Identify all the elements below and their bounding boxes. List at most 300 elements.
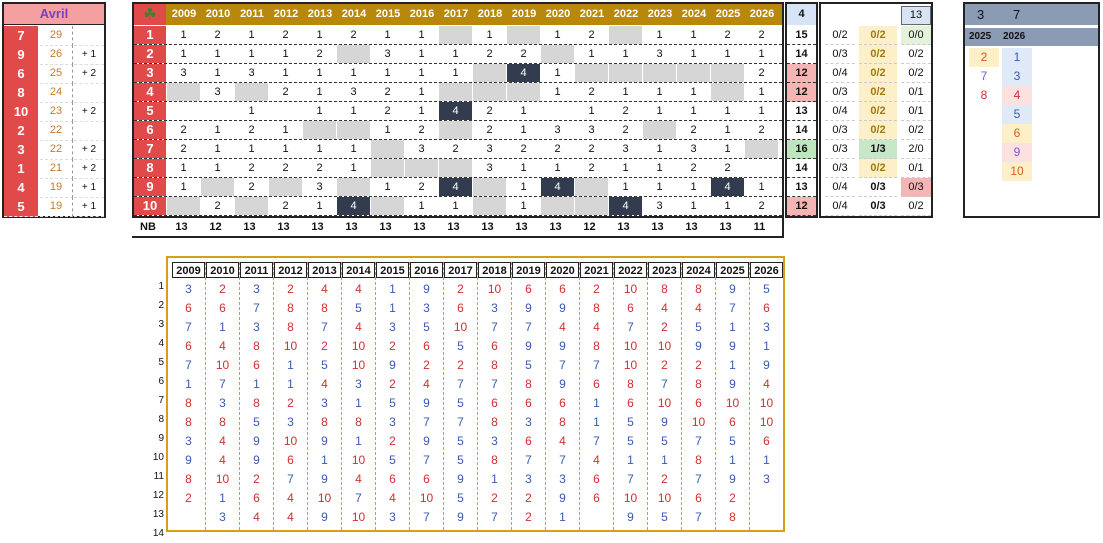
history-cell: 6 — [593, 377, 600, 391]
history-cell: 3 — [525, 472, 532, 486]
nb-cell: 13 — [175, 221, 188, 233]
history-cell: 2 — [389, 339, 396, 353]
history-cell: 8 — [491, 415, 498, 429]
grid-cell: 1 — [656, 181, 663, 193]
grid-cell: 1 — [418, 67, 425, 79]
grid-cell: 1 — [690, 48, 697, 60]
grid-cell: 1 — [520, 181, 527, 193]
grid-cell: 1 — [452, 48, 459, 60]
history-year-header: 2018 — [478, 262, 511, 278]
grid-cell: 3 — [656, 200, 663, 212]
history-cell: 2 — [525, 491, 532, 505]
year-header: 2017 — [443, 8, 469, 20]
history-cell: 10 — [759, 415, 774, 429]
nb-cell: 13 — [447, 221, 460, 233]
history-cell — [750, 508, 783, 526]
grid-cell — [235, 83, 268, 101]
grid-cell: 1 — [520, 124, 527, 136]
grid-cell — [371, 159, 404, 177]
grid-row-label: 9 — [134, 178, 166, 196]
history-cell: 8 — [559, 415, 566, 429]
history-cell: 3 — [185, 282, 192, 296]
grid-cell: 3 — [316, 181, 323, 193]
nb-cell: 13 — [617, 221, 630, 233]
history-cell: 1 — [389, 301, 396, 315]
year-header: 2020 — [545, 8, 571, 20]
month-row-diff: + 2 — [74, 159, 104, 179]
history-cell: 5 — [661, 434, 668, 448]
grid-cell: 3 — [622, 143, 629, 155]
grid-row — [134, 45, 782, 64]
grid-cell: 1 — [248, 48, 255, 60]
grid-cell: 1 — [554, 162, 561, 174]
nb-label: NB — [140, 221, 156, 233]
grid-cell: 1 — [350, 67, 357, 79]
history-cell: 8 — [695, 453, 702, 467]
grid-row-label: 4 — [134, 83, 166, 101]
history-cell: 9 — [423, 282, 430, 296]
history-cell: 10 — [657, 339, 672, 353]
history-cell: 1 — [729, 320, 736, 334]
grid-cell: 1 — [554, 86, 561, 98]
history-cell: 9 — [185, 453, 192, 467]
year-header: 2022 — [613, 8, 639, 20]
grid-cell: 1 — [690, 200, 697, 212]
history-cell: 5 — [457, 491, 464, 505]
history-cell: 4 — [355, 472, 362, 486]
totals-column — [785, 2, 818, 218]
history-cell: 7 — [593, 358, 600, 372]
month-row — [4, 26, 104, 45]
grid-cell: 1 — [418, 200, 425, 212]
history-cell: 6 — [763, 434, 770, 448]
grid-cell — [337, 178, 370, 196]
grid-cell — [439, 26, 472, 44]
grid-row-label: 10 — [134, 197, 166, 215]
month-row-diff — [74, 83, 104, 103]
history-cell: 3 — [389, 415, 396, 429]
grid-cell — [541, 45, 574, 63]
nb-cell: 13 — [379, 221, 392, 233]
grid-cell: 3 — [554, 124, 561, 136]
history-row-label: 12 — [152, 490, 164, 501]
grid-cell: 3 — [486, 143, 493, 155]
history-cell: 3 — [763, 472, 770, 486]
history-cell: 2 — [491, 491, 498, 505]
grid-cell: 4 — [439, 178, 472, 196]
grid-cell — [473, 178, 506, 196]
grid-cell: 2 — [180, 124, 187, 136]
grid-cell: 2 — [588, 86, 595, 98]
history-cell: 3 — [491, 301, 498, 315]
history-cell: 5 — [321, 358, 328, 372]
history-cell: 4 — [559, 434, 566, 448]
grid-cell — [167, 197, 200, 215]
month-row-diff — [74, 26, 104, 46]
history-cell: 3 — [253, 282, 260, 296]
ratio-cell: 0/2 — [859, 159, 897, 178]
history-cell: 7 — [423, 453, 430, 467]
history-cell: 10 — [725, 396, 740, 410]
month-row-number: 3 — [4, 140, 38, 160]
ratio-cell: 0/3 — [825, 45, 855, 64]
year-header: 2012 — [273, 8, 299, 20]
history-cell: 4 — [355, 282, 362, 296]
main-grid — [132, 2, 784, 218]
history-cell: 8 — [627, 377, 634, 391]
grid-cell: 1 — [520, 200, 527, 212]
nb-cell: 13 — [719, 221, 732, 233]
history-cell: 4 — [423, 377, 430, 391]
month-row-diff — [74, 121, 104, 141]
grid-cell: 1 — [316, 29, 323, 41]
history-row-label: 9 — [158, 433, 164, 444]
year-header: 2024 — [681, 8, 707, 20]
history-cell: 7 — [253, 301, 260, 315]
history-table — [166, 256, 785, 532]
grid-cell: 2 — [486, 124, 493, 136]
history-cell: 8 — [355, 415, 362, 429]
history-cell: 4 — [287, 510, 294, 524]
history-cell: 8 — [321, 415, 328, 429]
history-cell: 6 — [423, 339, 430, 353]
history-year-header: 2017 — [444, 262, 477, 278]
history-cell: 8 — [593, 301, 600, 315]
month-row-value: 25 — [40, 64, 73, 84]
history-cell: 9 — [321, 434, 328, 448]
history-cell: 2 — [219, 282, 226, 296]
ratio-cell: 0/1 — [901, 83, 931, 102]
year-header: 2026 — [749, 8, 775, 20]
right-year-a: 2025 — [969, 31, 992, 42]
ratio-cell: 0/2 — [859, 64, 897, 83]
total-cell: 16 — [787, 140, 816, 159]
history-cell: 4 — [219, 453, 226, 467]
history-cell: 7 — [695, 472, 702, 486]
grid-cell: 1 — [248, 143, 255, 155]
grid-cell: 2 — [248, 181, 255, 193]
history-year-header: 2016 — [410, 262, 443, 278]
grid-cell: 1 — [588, 105, 595, 117]
grid-row — [134, 64, 782, 83]
grid-cell: 2 — [486, 48, 493, 60]
year-header: 2021 — [579, 8, 605, 20]
history-cell: 5 — [695, 320, 702, 334]
grid-cell: 2 — [520, 143, 527, 155]
grid-cell: 3 — [180, 67, 187, 79]
history-cell: 5 — [729, 434, 736, 448]
ratio-cell: 0/2 — [825, 26, 855, 45]
history-cell: 10 — [351, 510, 366, 524]
total-cell: 12 — [787, 197, 816, 216]
right-col-b-cell: 1 — [1002, 48, 1032, 67]
history-cell: 9 — [729, 472, 736, 486]
history-cell: 10 — [623, 358, 638, 372]
grid-cell: 1 — [214, 143, 221, 155]
grid-cell: 1 — [180, 48, 187, 60]
grid-cell: 1 — [758, 105, 765, 117]
history-cell: 2 — [253, 472, 260, 486]
total-cell: 13 — [787, 102, 816, 121]
history-cell: 5 — [457, 339, 464, 353]
history-cell: 8 — [729, 510, 736, 524]
grid-cell: 1 — [758, 86, 765, 98]
grid-cell: 2 — [724, 162, 731, 174]
total-cell: 14 — [787, 159, 816, 178]
history-cell: 10 — [657, 491, 672, 505]
month-title: Avril — [4, 4, 104, 25]
grid-cell: 1 — [248, 105, 255, 117]
grid-cell: 4 — [711, 178, 744, 196]
grid-cell: 1 — [282, 48, 289, 60]
grid-cell: 2 — [316, 48, 323, 60]
right-summary-panel — [963, 2, 1100, 218]
history-cell: 1 — [389, 282, 396, 296]
month-row-diff: + 2 — [74, 102, 104, 122]
history-row-label: 13 — [152, 509, 164, 520]
history-cell: 10 — [351, 453, 366, 467]
grid-cell: 1 — [384, 29, 391, 41]
history-cell: 6 — [185, 301, 192, 315]
grid-cell — [745, 159, 778, 177]
year-header: 2025 — [715, 8, 741, 20]
grid-cell — [405, 159, 438, 177]
history-cell: 7 — [185, 358, 192, 372]
grid-cell — [269, 178, 302, 196]
year-header: 2019 — [511, 8, 537, 20]
grid-cell: 1 — [316, 86, 323, 98]
history-cell: 9 — [525, 301, 532, 315]
history-year-header: 2025 — [716, 262, 749, 278]
grid-cell: 1 — [588, 48, 595, 60]
history-cell: 5 — [457, 453, 464, 467]
grid-row-label: 6 — [134, 121, 166, 139]
ratio-cell: 0/3 — [859, 178, 897, 197]
ratio-cell: 0/3 — [901, 178, 931, 197]
month-row-number: 2 — [4, 121, 38, 141]
history-cell: 1 — [287, 358, 294, 372]
history-cell: 7 — [593, 434, 600, 448]
history-cell: 6 — [253, 358, 260, 372]
history-cell: 8 — [253, 396, 260, 410]
grid-cell — [745, 140, 778, 158]
history-row-label: 4 — [158, 338, 164, 349]
history-cell: 7 — [695, 434, 702, 448]
grid-row — [134, 121, 782, 140]
grid-cell: 1 — [180, 29, 187, 41]
history-cell: 1 — [593, 415, 600, 429]
year-header: 2023 — [647, 8, 673, 20]
grid-cell: 1 — [554, 67, 561, 79]
grid-cell: 1 — [316, 105, 323, 117]
grid-cell: 1 — [180, 162, 187, 174]
grid-cell: 1 — [180, 181, 187, 193]
ratio-cell: 0/2 — [859, 102, 897, 121]
year-header: 2015 — [375, 8, 401, 20]
history-cell: 8 — [695, 377, 702, 391]
history-cell: 7 — [457, 377, 464, 391]
history-cell: 6 — [695, 491, 702, 505]
history-cell: 3 — [389, 510, 396, 524]
grid-row-label: 7 — [134, 140, 166, 158]
grid-cell: 1 — [724, 105, 731, 117]
history-year-header: 2020 — [546, 262, 579, 278]
history-cell: 5 — [457, 396, 464, 410]
month-row-value: 19 — [40, 197, 73, 217]
history-cell: 6 — [423, 472, 430, 486]
history-cell: 8 — [491, 453, 498, 467]
grid-cell: 4 — [439, 102, 472, 120]
month-summary-panel — [2, 2, 106, 218]
history-cell: 4 — [695, 301, 702, 315]
right-col-b-cell: 9 — [1002, 143, 1032, 162]
nb-cell: 12 — [583, 221, 596, 233]
history-cell: 3 — [321, 396, 328, 410]
history-cell: 5 — [627, 434, 634, 448]
history-year-header: 2021 — [580, 262, 613, 278]
month-row — [4, 121, 104, 140]
ratio-cell: 0/3 — [825, 140, 855, 159]
grid-cell: 1 — [384, 67, 391, 79]
history-cell: 4 — [219, 434, 226, 448]
history-cell: 7 — [559, 358, 566, 372]
grid-cell: 3 — [350, 86, 357, 98]
history-cell: 7 — [491, 377, 498, 391]
ratio-cell: 0/3 — [859, 197, 897, 216]
history-year-header: 2019 — [512, 262, 545, 278]
history-cell: 8 — [185, 396, 192, 410]
grid-cell — [439, 83, 472, 101]
history-cell: 3 — [287, 415, 294, 429]
grid-cell: 1 — [656, 105, 663, 117]
grid-cell: 1 — [316, 200, 323, 212]
history-year-header: 2014 — [342, 262, 375, 278]
history-cell: 2 — [729, 491, 736, 505]
grid-cell — [201, 102, 234, 120]
month-row-value: 26 — [40, 45, 73, 65]
month-row-diff: + 1 — [74, 178, 104, 198]
grid-cell: 1 — [486, 29, 493, 41]
right-panel-top — [965, 4, 1098, 25]
grid-row-label: 1 — [134, 26, 166, 44]
grid-cell: 2 — [418, 181, 425, 193]
history-year-header: 2026 — [750, 262, 783, 278]
history-cell: 6 — [525, 282, 532, 296]
grid-cell — [541, 197, 574, 215]
history-cell — [750, 489, 783, 507]
month-row — [4, 45, 104, 64]
grid-cell: 2 — [486, 105, 493, 117]
grid-cell: 1 — [350, 143, 357, 155]
ratio-header: 13 — [901, 6, 931, 25]
ratio-cell: 0/4 — [825, 178, 855, 197]
year-header: 2013 — [307, 8, 333, 20]
grid-cell — [575, 197, 608, 215]
ratio-cell: 1/3 — [859, 140, 897, 159]
ratio-cell: 0/4 — [825, 102, 855, 121]
history-cell: 1 — [627, 453, 634, 467]
history-cell: 10 — [283, 339, 298, 353]
history-row-label: 7 — [158, 395, 164, 406]
grid-cell: 1 — [282, 143, 289, 155]
history-cell: 9 — [559, 301, 566, 315]
right-col-b-cell: 3 — [1002, 67, 1032, 86]
grid-cell: 2 — [758, 200, 765, 212]
grid-cell: 1 — [690, 181, 697, 193]
history-cell: 10 — [691, 415, 706, 429]
month-row-diff: + 2 — [74, 64, 104, 84]
grid-cell: 1 — [384, 181, 391, 193]
history-cell: 10 — [215, 358, 230, 372]
right-year-b: 2026 — [1003, 31, 1026, 42]
grid-cell — [609, 26, 642, 44]
grid-cell: 2 — [282, 162, 289, 174]
total-cell: 14 — [787, 121, 816, 140]
grid-cell: 3 — [384, 48, 391, 60]
ratio-cell: 0/3 — [825, 121, 855, 140]
history-row-label: 10 — [152, 452, 164, 463]
grid-cell: 2 — [384, 105, 391, 117]
grid-cell: 1 — [316, 143, 323, 155]
nb-cell: 12 — [209, 221, 222, 233]
history-cell: 2 — [389, 377, 396, 391]
ratio-cell: 0/2 — [901, 121, 931, 140]
month-row-number: 8 — [4, 83, 38, 103]
ratio-cell: 0/3 — [825, 159, 855, 178]
grid-cell: 2 — [724, 29, 731, 41]
history-cell: 5 — [627, 415, 634, 429]
ratio-cell: 0/0 — [901, 26, 931, 45]
history-cell: 6 — [219, 301, 226, 315]
history-cell: 7 — [287, 472, 294, 486]
history-cell: 1 — [355, 434, 362, 448]
history-cell: 9 — [253, 453, 260, 467]
history-cell: 8 — [321, 301, 328, 315]
history-cell: 9 — [729, 282, 736, 296]
history-cell: 10 — [759, 396, 774, 410]
grid-cell: 1 — [452, 67, 459, 79]
history-cell: 6 — [389, 472, 396, 486]
month-row-number: 4 — [4, 178, 38, 198]
history-cell: 7 — [695, 510, 702, 524]
history-cell: 4 — [355, 320, 362, 334]
grid-cell: 1 — [452, 200, 459, 212]
grid-cell: 4 — [337, 197, 370, 215]
history-cell: 8 — [661, 282, 668, 296]
ratio-cell: 0/2 — [859, 121, 897, 140]
history-cell: 6 — [627, 396, 634, 410]
grid-cell: 1 — [724, 124, 731, 136]
history-cell: 8 — [525, 377, 532, 391]
grid-cell — [473, 83, 506, 101]
month-row-value: 22 — [40, 140, 73, 160]
history-cell: 8 — [185, 472, 192, 486]
grid-cell — [201, 178, 234, 196]
grid-cell: 3 — [588, 124, 595, 136]
grid-cell: 1 — [282, 67, 289, 79]
history-cell: 1 — [185, 377, 192, 391]
history-cell: 7 — [457, 415, 464, 429]
grid-cell: 1 — [418, 29, 425, 41]
history-row-label: 11 — [153, 471, 164, 482]
grid-cell: 3 — [418, 143, 425, 155]
history-row-label: 14 — [152, 528, 164, 539]
grid-cell: 2 — [622, 124, 629, 136]
grid-cell: 4 — [507, 64, 540, 82]
ratio-cell: 0/1 — [901, 102, 931, 121]
history-cell: 3 — [423, 301, 430, 315]
history-cell: 8 — [287, 320, 294, 334]
